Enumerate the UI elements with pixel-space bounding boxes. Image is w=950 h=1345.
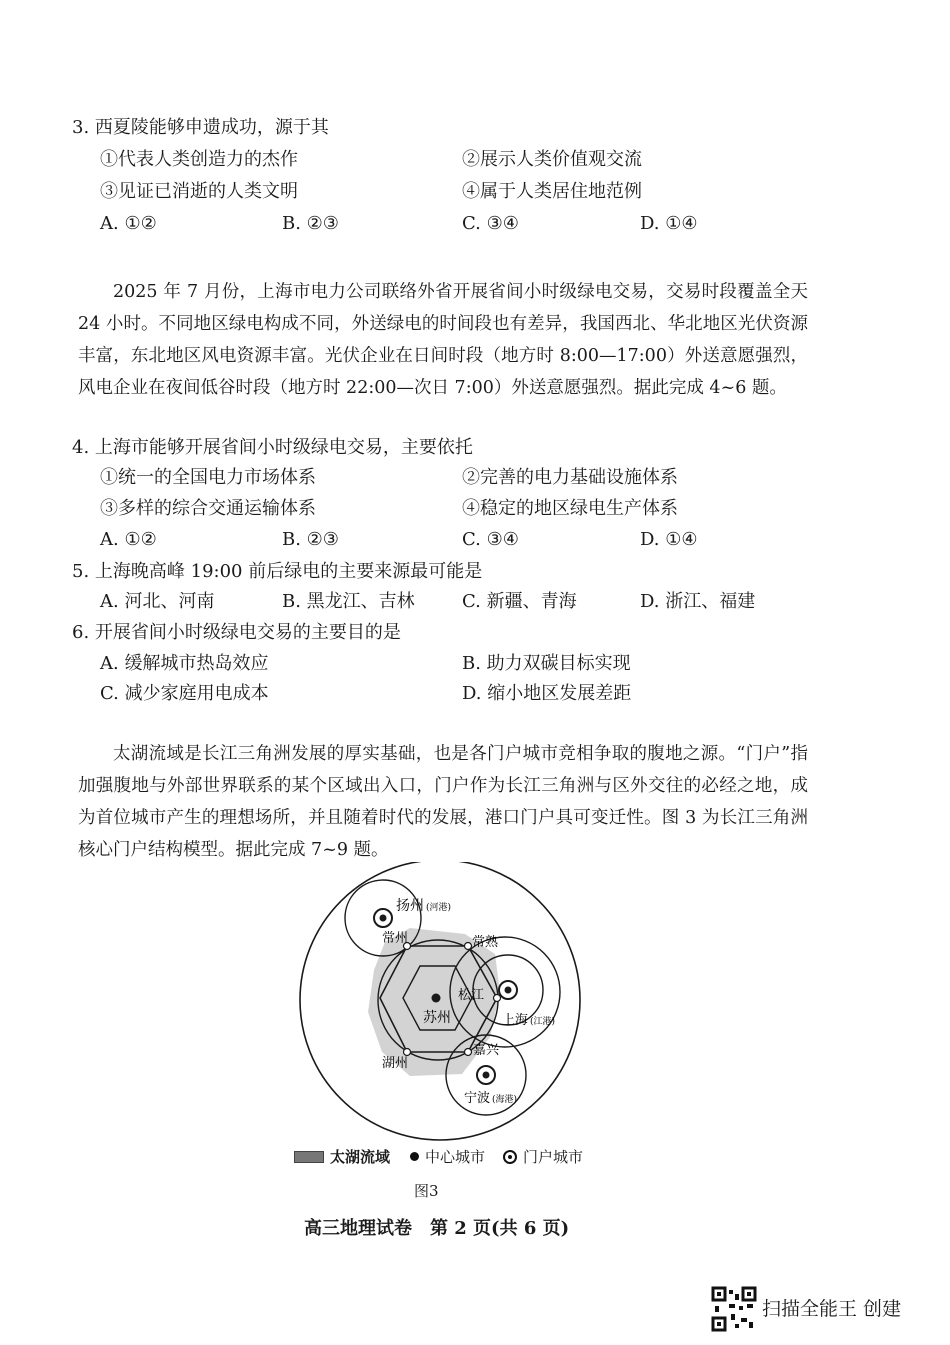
q4-stem: 4. 上海市能够开展省间小时级绿电交易，主要依托	[72, 437, 473, 458]
q6-choice-a: A. 缓解城市热岛效应	[100, 653, 269, 674]
huzhou-node	[404, 1049, 411, 1056]
q5-choice-c: C. 新疆、青海	[462, 591, 577, 612]
shanghai-gate-icon	[499, 981, 517, 999]
label-changshu: 常熟	[472, 935, 499, 950]
q3-choice-c: C. ③④	[462, 213, 519, 234]
label-ningbo: 宁波	[464, 1091, 491, 1106]
q6-choice-b: B. 助力双碳目标实现	[462, 653, 631, 674]
ningbo-gate-icon	[477, 1066, 495, 1084]
center-city-dot-icon	[410, 1152, 419, 1161]
label-shanghai: 上海	[502, 1013, 529, 1028]
q3-option-4: ④属于人类居住地范例	[462, 181, 642, 202]
label-shanghai-tag: (江港)	[530, 1017, 556, 1027]
scanner-brand-text: 扫描全能王 创建	[762, 1298, 902, 1320]
yangzhou-gate-icon	[374, 909, 392, 927]
q3-option-3: ③见证已消逝的人类文明	[100, 181, 298, 202]
legend-basin: 太湖流域	[330, 1148, 391, 1166]
qr-code-icon	[711, 1286, 757, 1332]
q5-choice-b: B. 黑龙江、吉林	[282, 591, 415, 612]
basin-swatch-icon	[294, 1151, 324, 1163]
label-ningbo-tag: (海港)	[492, 1095, 518, 1105]
q6-choice-c: C. 减少家庭用电成本	[100, 683, 269, 704]
q4-option-1: ①统一的全国电力市场体系	[100, 467, 316, 488]
q4-option-4: ④稳定的地区绿电生产体系	[462, 498, 678, 519]
q3-stem: 3. 西夏陵能够申遗成功，源于其	[72, 117, 329, 138]
label-songjiang: 松江	[458, 988, 485, 1003]
suzhou-center-dot	[432, 994, 441, 1003]
passage-green-power: 2025 年 7 月份，上海市电力公司联络外省开展省间小时级绿电交易，交易时段覆盖全天 24 小时。不同地区绿电构成不同，外送绿电的时间段也有差异，我国西北、华北地区光伏资源丰富，东北地区风电资源丰富。光伏企业在日间时段（地方时 8:00—17:00）外送意愿强烈，风电企业在夜间低谷时段（地方时 22:00—次日 7:00）外送意愿强烈。据此完成 4~6 题。	[78, 282, 808, 398]
q3-option-1: ①代表人类创造力的杰作	[100, 149, 298, 170]
q4-choice-c: C. ③④	[462, 529, 519, 550]
q4-choice-a: A. ①②	[100, 529, 157, 550]
figure-legend	[294, 1146, 583, 1167]
gateway-city-icon	[503, 1150, 517, 1164]
q3-option-2: ②展示人类价值观交流	[462, 149, 642, 170]
q4-choice-d: D. ①④	[640, 529, 698, 550]
label-suzhou: 苏州	[423, 1010, 451, 1026]
q3-choice-a: A. ①②	[100, 213, 157, 234]
label-yangzhou: 扬州	[396, 898, 424, 914]
figure-caption: 图3	[414, 1182, 439, 1200]
q4-option-3: ③多样的综合交通运输体系	[100, 498, 316, 519]
passage-gateway-cities: 太湖流域是长江三角洲发展的厚实基础，也是各门户城市竞相争取的腹地之源。“门户”指加强腹地与外部世界联系的某个区域出入口，门户作为长江三角洲与区外交往的必经之地，成为首位城市产生的理想场所，并且随着时代的发展，港口门户具可变迁性。图 3 为长江三角洲核心门户结构模型。据此完成 7~9 题。	[78, 744, 808, 860]
label-changzhou: 常州	[382, 931, 409, 946]
gateway-structure-diagram	[290, 862, 590, 1152]
label-yangzhou-tag: (河港)	[426, 903, 452, 913]
changshu-node	[465, 943, 472, 950]
jiaxing-node	[465, 1049, 472, 1056]
q5-choice-d: D. 浙江、福建	[640, 591, 756, 612]
q4-option-2: ②完善的电力基础设施体系	[462, 467, 678, 488]
page-footer: 高三地理试卷 第 2 页(共 6 页)	[304, 1218, 570, 1239]
q3-choice-b: B. ②③	[282, 213, 339, 234]
label-huzhou: 湖州	[382, 1056, 409, 1071]
q4-choice-b: B. ②③	[282, 529, 339, 550]
label-jiaxing: 嘉兴	[473, 1043, 500, 1058]
q5-choice-a: A. 河北、河南	[100, 591, 215, 612]
q5-stem: 5. 上海晚高峰 19:00 前后绿电的主要来源最可能是	[72, 561, 483, 582]
legend-gate: 门户城市	[523, 1148, 584, 1166]
q6-stem: 6. 开展省间小时级绿电交易的主要目的是	[72, 622, 401, 643]
q6-choice-d: D. 缩小地区发展差距	[462, 683, 632, 704]
q3-choice-d: D. ①④	[640, 213, 698, 234]
songjiang-node	[494, 995, 501, 1002]
legend-center: 中心城市	[425, 1148, 486, 1166]
